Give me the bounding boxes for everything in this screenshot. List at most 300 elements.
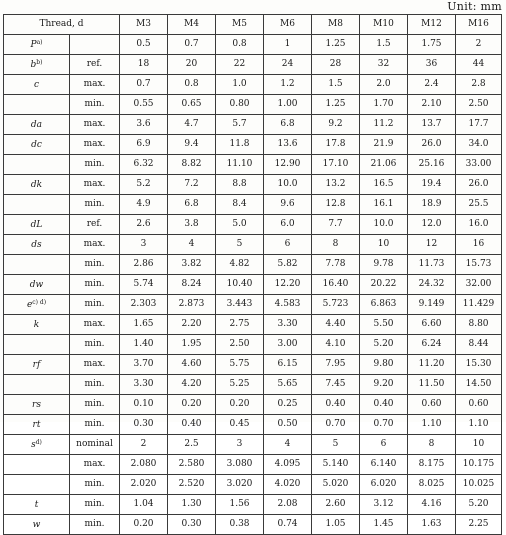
table-cell: 1.70 [360, 95, 408, 115]
table-cell: 18 [120, 55, 168, 75]
table-cell: 10.0 [360, 215, 408, 235]
header-row [4, 15, 502, 35]
table-cell: 7.95 [312, 355, 360, 375]
table-cell: 1.00 [264, 95, 312, 115]
footnote-mark: c) d) [32, 298, 47, 306]
table-cell: 4 [264, 435, 312, 455]
table-cell: 21.9 [360, 135, 408, 155]
row-symbol [4, 75, 70, 95]
table-cell: 0.65 [168, 95, 216, 115]
table-cell: 11.429 [456, 295, 502, 315]
size-header: M12 [408, 15, 456, 35]
table-cell: 3.30 [264, 315, 312, 335]
table-cell: 2.020 [120, 475, 168, 495]
table-cell: 16.1 [360, 195, 408, 215]
table-cell: 7.7 [312, 215, 360, 235]
table-cell: 0.20 [216, 395, 264, 415]
table-cell: 2.08 [264, 495, 312, 515]
table-cell: 2.75 [216, 315, 264, 335]
table-cell: 1.56 [216, 495, 264, 515]
table-cell: 8.4 [216, 195, 264, 215]
table-cell: 16 [456, 235, 502, 255]
table-cell: 1.5 [312, 75, 360, 95]
table-cell: 5.020 [312, 475, 360, 495]
row-symbol [4, 135, 70, 155]
row-qualifier: min. [70, 275, 120, 295]
table-row [4, 135, 502, 155]
table-cell: 2.50 [456, 95, 502, 115]
table-cell: 25.16 [408, 155, 456, 175]
table-cell: 6.020 [360, 475, 408, 495]
table-cell: 21.06 [360, 155, 408, 175]
table-cell: 2.303 [120, 295, 168, 315]
table-cell: 8.80 [456, 315, 502, 335]
table-cell: 1.2 [264, 75, 312, 95]
table-cell: 0.25 [264, 395, 312, 415]
row-qualifier: max. [70, 175, 120, 195]
table-cell: 10 [456, 435, 502, 455]
table-cell: 2.10 [408, 95, 456, 115]
table-cell: 6.24 [408, 335, 456, 355]
thread-header [4, 15, 120, 35]
table-cell: 17.10 [312, 155, 360, 175]
table-cell: 10 [360, 235, 408, 255]
table-cell: 6 [360, 435, 408, 455]
table-cell: 3.12 [360, 495, 408, 515]
row-qualifier: min. [70, 255, 120, 275]
table-cell: 0.40 [312, 395, 360, 415]
table-row [4, 395, 502, 415]
table-cell: 1.05 [312, 515, 360, 535]
row-qualifier: max. [70, 355, 120, 375]
table-cell: 4.20 [168, 375, 216, 395]
row-qualifier: min. [70, 195, 120, 215]
row-qualifier: min. [70, 375, 120, 395]
table-cell: 2.60 [312, 495, 360, 515]
row-qualifier: min. [70, 415, 120, 435]
table-cell: 12.0 [408, 215, 456, 235]
symbol-text: c [33, 79, 40, 90]
footnote-mark: d) [35, 438, 42, 446]
table-cell: 8.44 [456, 335, 502, 355]
table-cell: 0.8 [216, 35, 264, 55]
row-symbol [4, 515, 70, 535]
table-cell: 9.80 [360, 355, 408, 375]
table-cell: 28 [312, 55, 360, 75]
table-cell: 10.0 [264, 175, 312, 195]
table-row [4, 475, 502, 495]
row-qualifier: min. [70, 475, 120, 495]
row-symbol [4, 415, 70, 435]
table-cell: 13.2 [312, 175, 360, 195]
table-cell: 26.0 [456, 175, 502, 195]
size-header: M8 [312, 15, 360, 35]
table-row [4, 355, 502, 375]
table-cell: 6.8 [168, 195, 216, 215]
table-row [4, 295, 502, 315]
table-cell: 3.00 [264, 335, 312, 355]
table-cell: 5.82 [264, 255, 312, 275]
table-cell: 8.025 [408, 475, 456, 495]
table-cell: 2 [120, 435, 168, 455]
table-cell: 6.32 [120, 155, 168, 175]
row-symbol [4, 155, 70, 175]
dimensions-table [3, 14, 502, 535]
row-symbol [4, 55, 70, 75]
table-cell: 2.0 [360, 75, 408, 95]
table-cell: 1.45 [360, 515, 408, 535]
table-cell: 1.0 [216, 75, 264, 95]
table-cell: 2 [456, 35, 502, 55]
table-cell: 12.20 [264, 275, 312, 295]
table-cell: 0.20 [168, 395, 216, 415]
row-qualifier [70, 35, 120, 55]
unit-label: Unit: mm [447, 0, 502, 13]
row-qualifier: nominal [70, 435, 120, 455]
table-cell: 15.30 [456, 355, 502, 375]
row-qualifier: max. [70, 135, 120, 155]
table-cell: 9.149 [408, 295, 456, 315]
table-cell: 19.4 [408, 175, 456, 195]
table-cell: 5 [312, 435, 360, 455]
table-row [4, 235, 502, 255]
table-cell: 5.74 [120, 275, 168, 295]
row-symbol [4, 215, 70, 235]
row-symbol [4, 235, 70, 255]
table-row [4, 75, 502, 95]
table-cell: 2.5 [168, 435, 216, 455]
table-cell: 4.10 [312, 335, 360, 355]
table-cell: 13.6 [264, 135, 312, 155]
table-cell: 1.40 [120, 335, 168, 355]
table-cell: 9.78 [360, 255, 408, 275]
table-cell: 0.40 [360, 395, 408, 415]
table-cell: 1.30 [168, 495, 216, 515]
table-cell: 2.8 [456, 75, 502, 95]
table-cell: 6.0 [264, 215, 312, 235]
row-qualifier: min. [70, 335, 120, 355]
table-cell: 2.580 [168, 455, 216, 475]
size-header: M10 [360, 15, 408, 35]
table-cell: 3.080 [216, 455, 264, 475]
size-header: M6 [264, 15, 312, 35]
table-cell: 1.95 [168, 335, 216, 355]
table-cell: 3.020 [216, 475, 264, 495]
row-qualifier: ref. [70, 215, 120, 235]
table-cell: 0.74 [264, 515, 312, 535]
table-row [4, 35, 502, 55]
table-cell: 25.5 [456, 195, 502, 215]
table-cell: 1.10 [456, 415, 502, 435]
table-cell: 15.73 [456, 255, 502, 275]
table-cell: 2.080 [120, 455, 168, 475]
table-row [4, 95, 502, 115]
row-symbol [4, 275, 70, 295]
table-cell: 3.8 [168, 215, 216, 235]
table-cell: 5.7 [216, 115, 264, 135]
table-cell: 32 [360, 55, 408, 75]
table-cell: 24 [264, 55, 312, 75]
table-cell: 7.78 [312, 255, 360, 275]
table-cell: 32.00 [456, 275, 502, 295]
table-cell: 2.6 [120, 215, 168, 235]
table-row [4, 515, 502, 535]
table-cell: 12.90 [264, 155, 312, 175]
table-cell: 12 [408, 235, 456, 255]
symbol-text: dw [29, 279, 44, 290]
table-cell: 16.40 [312, 275, 360, 295]
table-cell: 0.70 [312, 415, 360, 435]
table-cell: 6.15 [264, 355, 312, 375]
table-cell: 4.9 [120, 195, 168, 215]
table-cell: 16.5 [360, 175, 408, 195]
table-cell: 11.8 [216, 135, 264, 155]
table-cell: 9.20 [360, 375, 408, 395]
table-cell: 0.20 [120, 515, 168, 535]
row-symbol [4, 95, 70, 115]
row-qualifier: min. [70, 155, 120, 175]
table-cell: 1.04 [120, 495, 168, 515]
table-cell: 1.25 [312, 35, 360, 55]
row-symbol [4, 315, 70, 335]
symbol-text: dc [31, 139, 42, 150]
table-cell: 5.65 [264, 375, 312, 395]
table-cell: 1.10 [408, 415, 456, 435]
table-cell: 0.30 [168, 515, 216, 535]
table-cell: 3 [120, 235, 168, 255]
table-cell: 2.520 [168, 475, 216, 495]
table-cell: 3.30 [120, 375, 168, 395]
row-qualifier: max. [70, 115, 120, 135]
size-header: M3 [120, 15, 168, 35]
table-cell: 6.140 [360, 455, 408, 475]
table-cell: 5.2 [120, 175, 168, 195]
row-symbol [4, 475, 70, 495]
table-cell: 12.8 [312, 195, 360, 215]
table-body [4, 35, 502, 535]
table-cell: 4.60 [168, 355, 216, 375]
table-cell: 17.7 [456, 115, 502, 135]
footnote-mark: b) [36, 58, 43, 66]
table-cell: 20.22 [360, 275, 408, 295]
symbol-text: ds [31, 239, 42, 250]
table-cell: 9.6 [264, 195, 312, 215]
table-cell: 6 [264, 235, 312, 255]
row-qualifier: min. [70, 395, 120, 415]
symbol-text: da [30, 119, 43, 130]
table-cell: 5.25 [216, 375, 264, 395]
table-cell: 0.7 [168, 35, 216, 55]
symbol-text: k [33, 319, 40, 330]
row-qualifier: min. [70, 295, 120, 315]
table-cell: 3.443 [216, 295, 264, 315]
table-cell: 9.4 [168, 135, 216, 155]
table-cell: 26.0 [408, 135, 456, 155]
table-cell: 0.38 [216, 515, 264, 535]
row-symbol [4, 335, 70, 355]
table-cell: 6.8 [264, 115, 312, 135]
table-row [4, 435, 502, 455]
table-row [4, 115, 502, 135]
table-cell: 0.70 [360, 415, 408, 435]
table-row [4, 455, 502, 475]
table-cell: 3.6 [120, 115, 168, 135]
table-row [4, 275, 502, 295]
table-row [4, 495, 502, 515]
row-symbol [4, 195, 70, 215]
table-cell: 6.863 [360, 295, 408, 315]
row-symbol [4, 355, 70, 375]
table-cell: 0.60 [408, 395, 456, 415]
row-symbol [4, 295, 70, 315]
table-cell: 1 [264, 35, 312, 55]
row-qualifier: max. [70, 315, 120, 335]
symbol-text: b [30, 59, 37, 70]
table-cell: 2.873 [168, 295, 216, 315]
table-cell: 4.7 [168, 115, 216, 135]
table-cell: 4.16 [408, 495, 456, 515]
table-cell: 3 [216, 435, 264, 455]
table-cell: 6.60 [408, 315, 456, 335]
table-row [4, 195, 502, 215]
table-cell: 8 [408, 435, 456, 455]
size-header: M16 [456, 15, 502, 35]
table-cell: 0.45 [216, 415, 264, 435]
table-cell: 7.45 [312, 375, 360, 395]
table-cell: 0.55 [120, 95, 168, 115]
table-cell: 1.25 [312, 95, 360, 115]
row-qualifier: max. [70, 75, 120, 95]
footnote-mark: a) [36, 38, 43, 46]
table-cell: 8.82 [168, 155, 216, 175]
table-cell: 0.80 [216, 95, 264, 115]
table-cell: 0.30 [120, 415, 168, 435]
table-cell: 5.140 [312, 455, 360, 475]
table-cell: 4.583 [264, 295, 312, 315]
table-cell: 16.0 [456, 215, 502, 235]
table-cell: 8.24 [168, 275, 216, 295]
row-symbol [4, 115, 70, 135]
table-cell: 2.50 [216, 335, 264, 355]
table-row [4, 375, 502, 395]
symbol-text: s [31, 439, 36, 450]
table-cell: 22 [216, 55, 264, 75]
table-cell: 13.7 [408, 115, 456, 135]
symbol-text: P [30, 39, 37, 50]
row-symbol [4, 255, 70, 275]
table-cell: 44 [456, 55, 502, 75]
table-cell: 11.50 [408, 375, 456, 395]
row-qualifier: ref. [70, 55, 120, 75]
table-cell: 8.8 [216, 175, 264, 195]
table-cell: 2.25 [456, 515, 502, 535]
table-cell: 5.20 [360, 335, 408, 355]
table-cell: 11.10 [216, 155, 264, 175]
table-row [4, 255, 502, 275]
table-cell: 10.025 [456, 475, 502, 495]
table-cell: 4.095 [264, 455, 312, 475]
table-cell: 0.10 [120, 395, 168, 415]
table-cell: 5.723 [312, 295, 360, 315]
table-cell: 17.8 [312, 135, 360, 155]
symbol-text: e [26, 299, 33, 310]
row-qualifier: min. [70, 515, 120, 535]
table-cell: 0.5 [120, 35, 168, 55]
table-cell: 0.7 [120, 75, 168, 95]
table-cell: 6.9 [120, 135, 168, 155]
table-cell: 1.75 [408, 35, 456, 55]
table-cell: 5.75 [216, 355, 264, 375]
table-cell: 36 [408, 55, 456, 75]
row-symbol [4, 35, 70, 55]
table-cell: 33.00 [456, 155, 502, 175]
table-cell: 20 [168, 55, 216, 75]
table-cell: 24.32 [408, 275, 456, 295]
table-cell: 5.20 [456, 495, 502, 515]
symbol-text: w [32, 519, 41, 530]
table-cell: 2.4 [408, 75, 456, 95]
table-cell: 10.40 [216, 275, 264, 295]
row-symbol [4, 375, 70, 395]
table-cell: 3.70 [120, 355, 168, 375]
table-row [4, 55, 502, 75]
table-cell: 34.0 [456, 135, 502, 155]
table-cell: 0.60 [456, 395, 502, 415]
symbol-text: dk [30, 179, 43, 190]
symbol-text: rs [32, 399, 41, 410]
table-cell: 11.2 [360, 115, 408, 135]
row-qualifier: min. [70, 95, 120, 115]
table-cell: 11.20 [408, 355, 456, 375]
table-cell: 4 [168, 235, 216, 255]
table-cell: 8 [312, 235, 360, 255]
table-cell: 10.175 [456, 455, 502, 475]
table-row [4, 415, 502, 435]
row-symbol [4, 455, 70, 475]
table-cell: 14.50 [456, 375, 502, 395]
table-row [4, 215, 502, 235]
row-symbol [4, 435, 70, 455]
table-cell: 2.86 [120, 255, 168, 275]
table-cell: 3.82 [168, 255, 216, 275]
table-cell: 1.5 [360, 35, 408, 55]
table-row [4, 175, 502, 195]
table-cell: 11.73 [408, 255, 456, 275]
table-cell: 8.175 [408, 455, 456, 475]
row-symbol [4, 395, 70, 415]
table-cell: 4.82 [216, 255, 264, 275]
thread-header-label: Thread, d [39, 19, 84, 29]
table-cell: 4.40 [312, 315, 360, 335]
symbol-text: t [34, 499, 39, 510]
row-symbol [4, 175, 70, 195]
size-header: M5 [216, 15, 264, 35]
symbol-text: rf [32, 359, 41, 370]
table-cell: 5.0 [216, 215, 264, 235]
table-cell: 9.2 [312, 115, 360, 135]
row-symbol [4, 495, 70, 515]
table-cell: 5.50 [360, 315, 408, 335]
table-row [4, 335, 502, 355]
table-cell: 1.65 [120, 315, 168, 335]
row-qualifier: max. [70, 235, 120, 255]
table-cell: 4.020 [264, 475, 312, 495]
symbol-text: dL [30, 219, 43, 230]
symbol-text: rt [32, 419, 41, 430]
row-qualifier: max. [70, 455, 120, 475]
table-cell: 7.2 [168, 175, 216, 195]
table-row [4, 315, 502, 335]
